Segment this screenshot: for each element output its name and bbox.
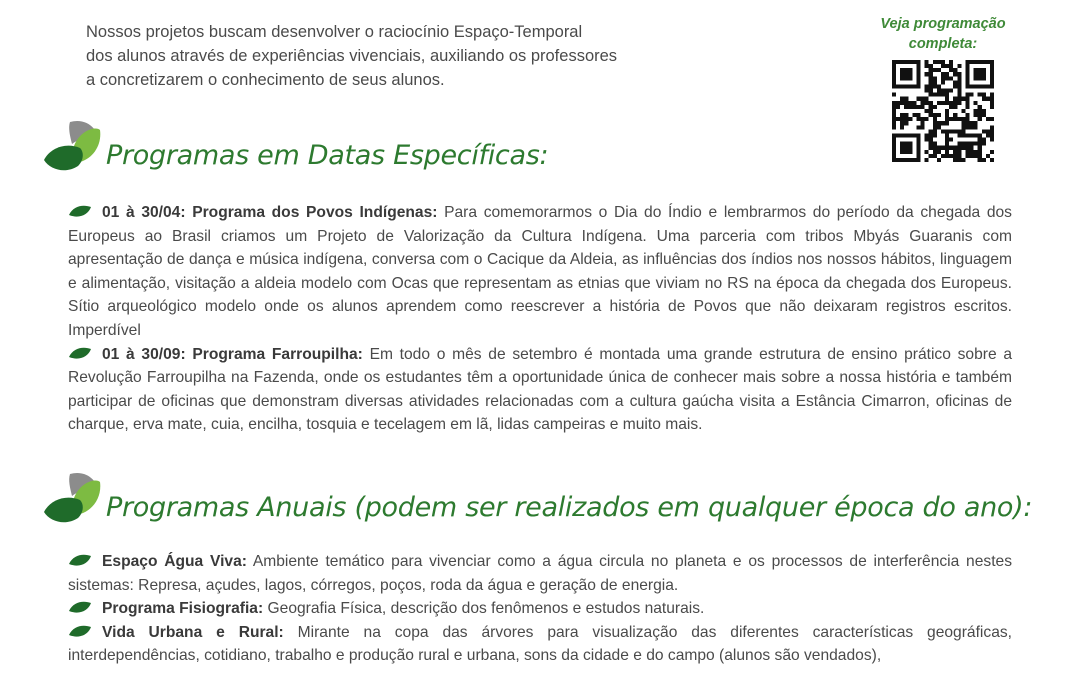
intro-paragraph xyxy=(86,20,806,92)
item-text: Em todo o mês de setembro é montada uma grande estrutura de ensino prático sobre a Revolução Farroupilha na Fazenda, onde os estudantes têm a oportunidade única de conhecer mais sobre a nossa história e também participar de oficinas que demonstram diversas atividades relacionadas com a cultura gaúcha visita a Estância Cimarron, oficinas de charque, erva mate, cuia, encilha, tosquia e tecelagem em lã, lidas campeiras e muito mais. xyxy=(68,345,1012,434)
leaf-cluster-icon xyxy=(40,468,104,532)
intro-line: dos alunos através de experiências vivenciais, auxiliando os professores xyxy=(86,47,618,65)
section-heading xyxy=(40,116,548,180)
item-text: Para comemorarmos o Dia do Índio e lembrarmos do período da chegada dos Europeus ao Brasil criamos um Projeto de Valorização da Cultura Indígena. Uma parceria com tribos Mbyás Guaranis com apresentação de dança e música indígena, conversa com o Cacique da Aldeia, as influências dos índios nos nossos hábitos, linguagem e alimentação, visitação a aldeia modelo com Ocas que representam as etnias que viviam no RS na época da chegada dos Europeus. Sítio arqueológico modelo onde os alunos aprendem como reescrever a história de Povos que não deixaram registros escritos. Imperdível xyxy=(68,204,1012,339)
leaf-bullet-icon xyxy=(68,204,92,218)
item-title: Programa Fisiografia: xyxy=(102,600,264,618)
leaf-cluster-icon xyxy=(40,116,104,180)
intro-line: a concretizarem o conhecimento de seus alunos. xyxy=(86,71,445,89)
qr-caption-line: Veja programação xyxy=(880,16,1006,32)
list-item xyxy=(68,597,1012,621)
item-title: Espaço Água Viva: xyxy=(102,553,247,570)
list-item xyxy=(68,621,1012,668)
qr-code-image xyxy=(892,60,994,162)
item-title: Vida Urbana e Rural: xyxy=(102,623,284,641)
section-title: Programas Anuais (podem ser realizados em qualquer época do ano): xyxy=(106,491,1033,523)
list-item xyxy=(68,550,1012,597)
leaf-bullet-icon xyxy=(68,346,92,360)
qr-caption-line: completa: xyxy=(908,36,978,52)
qr-block xyxy=(868,14,1018,162)
qr-caption xyxy=(868,14,1018,54)
leaf-bullet-icon xyxy=(68,553,92,567)
section-items xyxy=(68,550,1012,668)
section-heading xyxy=(40,468,1032,532)
item-text: Geografia Física, descrição dos fenômenos e estudos naturais. xyxy=(267,600,705,618)
qr-code[interactable] xyxy=(892,60,994,162)
section-items xyxy=(68,201,1012,437)
list-item xyxy=(68,201,1012,343)
leaf-bullet-icon xyxy=(68,600,92,614)
intro-line: Nossos projetos buscam desenvolver o raciocínio Espaço-Temporal xyxy=(86,23,583,41)
item-title: 01 à 30/04: Programa dos Povos Indígenas: xyxy=(102,204,438,221)
item-title: 01 à 30/09: Programa Farroupilha: xyxy=(102,345,363,363)
item-text: Ambiente temático para vivenciar como a água circula no planeta e os processos de interferência nestes sistemas: Represa, açudes, lagos, córregos, poços, roda da água e geração de energia. xyxy=(68,553,1012,594)
leaf-bullet-icon xyxy=(68,624,92,638)
list-item xyxy=(68,343,1012,437)
item-text: Mirante na copa das árvores para visualização das diferentes características geográficas, interdependências, cotidiano, trabalho e produção rural e urbana, sons da cidade e do campo (alunos são vendados), xyxy=(68,623,1012,665)
section-title: Programas em Datas Específicas: xyxy=(106,139,549,171)
